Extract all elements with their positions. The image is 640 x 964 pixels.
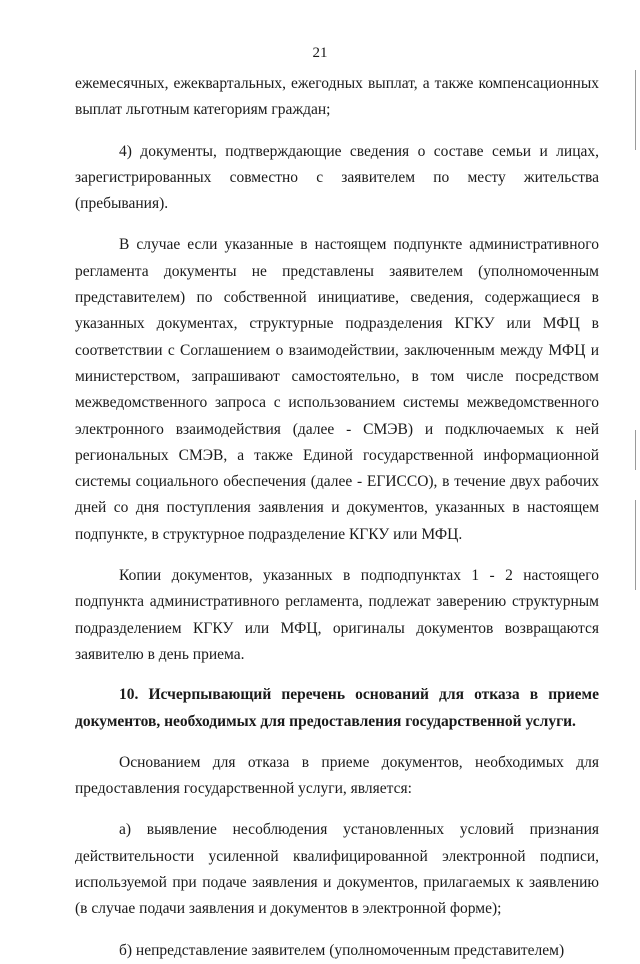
scan-edge-mark — [635, 70, 636, 150]
section-heading-10: 10. Исчерпывающий перечень оснований для отказа в приеме документов, необходимых для предоставления государственной услуги. — [75, 686, 599, 730]
scan-edge-mark — [635, 430, 636, 470]
paragraph-item-a: а) выявление несоблюдения установленных условий признания действительности усиленной квалифицированной электронной подписи, используемой при подаче заявления и документов, прилагаемых к заявлению (в случае подачи заявления и документов в электронной форме); — [75, 821, 599, 918]
paragraph-continuation: ежемесячных, ежеквартальных, ежегодных выплат, а также компенсационных выплат льготным категориям граждан; — [75, 75, 599, 119]
paragraph-document-copies: Копии документов, указанных в подподпунктах 1 - 2 настоящего подпункта административного регламента, подлежат заверению структурным подразделением КГКУ или МФЦ, оригиналы документов возвращаются заявителю в день приема. — [75, 567, 599, 663]
document-body — [75, 71, 599, 964]
paragraph-interagency-request: В случае если указанные в настоящем подпункте административного регламента документы не представлены заявителем (уполномоченным представителем) по собственной инициативе, сведения, содержащиеся в указанных документах, структурные подразделения КГКУ или МФЦ в соответствии с Соглашением о взаимодействии, заключенным между МФЦ и министерством, запрашивают самостоятельно, в том числе посредством межведомственного запроса с использованием системы межведомственного электронного взаимодействия (далее - СМЭВ) и подключаемых к ней региональных СМЭВ, а также Единой государственной информационной системы социального обеспечения (далее - ЕГИССО), в течение двух рабочих дней со дня поступления заявления и документов, указанных в настоящем подпункте, в структурное подразделение КГКУ или МФЦ. — [75, 236, 599, 543]
paragraph-item-b: б) непредставление заявителем (уполномоченным представителем) — [119, 941, 565, 959]
paragraph-item-4: 4) документы, подтверждающие сведения о составе семьи и лицах, зарегистрированных совместно с заявителем по месту жительства (пребывания). — [75, 142, 599, 213]
page-number: 21 — [312, 45, 328, 61]
scan-edge-mark — [635, 500, 636, 590]
paragraph-refusal-grounds: Основанием для отказа в приеме документов, необходимых для предоставления государственной услуги, является: — [75, 753, 599, 798]
